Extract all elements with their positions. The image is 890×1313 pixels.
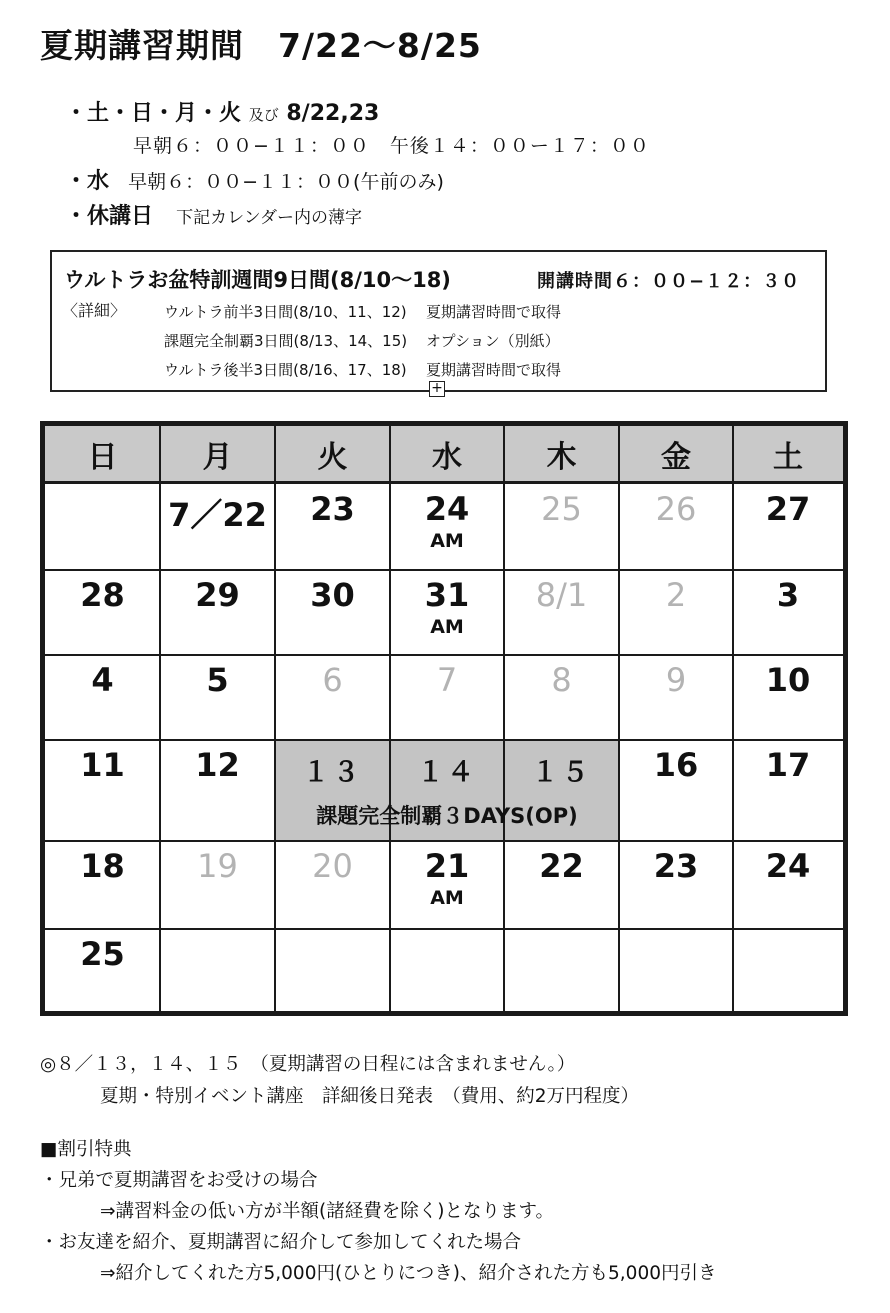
weekday-header: 月 [160,426,275,484]
weekday-header: 木 [504,426,619,484]
day-number: 7 [436,661,458,699]
day-number: 16 [653,746,699,784]
ultra-hours: 開講時間６：００−１２：３０ [537,271,801,292]
day-number: 25 [80,935,125,973]
day-number: 8 [551,661,572,699]
weekday-header: 金 [619,426,733,484]
calendar-day-cell [160,746,275,784]
grid-line [45,569,843,571]
weekend-dates: 8/22,23 [286,101,380,126]
ultra-detail-label: 〈詳細〉 [62,301,127,320]
calendar-day-cell [45,661,160,699]
calendar-day-cell [390,847,504,909]
wednesday-label: ・水 [65,169,110,194]
page-title: 夏期講習期間 7/22～8/25 [40,26,482,65]
day-number: 25 [541,490,582,528]
grid-line [45,928,843,930]
day-number: 2 [665,576,687,614]
day-number: 28 [80,576,125,614]
calendar-day-cell [275,847,390,885]
day-number: 8/1 [535,576,588,614]
special-day-number: １５ [531,757,592,788]
day-number: 26 [655,490,697,528]
day-number: 31 [424,576,470,614]
expand-plus-icon[interactable]: + [429,381,445,397]
weekend-and: 及び [248,106,279,124]
calendar-day-cell [390,490,504,552]
ultra-row-name: ウルトラ後半3日間(8/16、17、18) [164,361,407,379]
day-number: 29 [195,576,240,614]
day-number: 22 [539,847,584,885]
day-number: 11 [80,746,125,784]
grid-line [45,739,843,741]
day-number: 10 [765,661,811,699]
weekend-days: ・土・日・月・火 [65,101,242,126]
calendar-day-cell [275,661,390,699]
calendar-day-cell [45,576,160,614]
grid-line [45,654,843,656]
weekday-header: 火 [275,426,390,484]
day-number: 7／22 [168,496,267,534]
weekday-header: 水 [390,426,504,484]
calendar-day-cell [504,490,619,528]
friend-discount-detail: ⇒紹介してくれた方5,000円(ひとりにつき)、紹介された方も5,000円引き [100,1263,717,1284]
holiday-note: 下記カレンダー内の薄字 [176,208,363,228]
calendar-day-cell [45,847,160,885]
ultra-row-note: 夏期講習時間で取得 [426,361,562,379]
day-number: 23 [310,490,355,528]
calendar-day-cell [160,490,275,536]
wednesday-hours: 早朝６：００−１１：００(午前のみ) [128,171,444,193]
calendar-day-cell [504,576,619,614]
ultra-row-name: 課題完全制覇3日間(8/13、14、15) [164,332,408,350]
discount-title: ■割引特典 [40,1139,132,1160]
calendar-day-cell [733,847,843,885]
weekday-header: 日 [45,426,160,484]
ultra-title: ウルトラお盆特訓週間9日間(8/10～18) [64,268,451,292]
day-number: 24 [765,847,811,885]
calendar-day-cell [504,661,619,699]
day-number: 27 [765,490,811,528]
day-number: 20 [312,847,353,885]
grid-line [45,840,843,842]
ultra-obon-box [50,250,827,392]
day-number: 4 [91,661,114,699]
holiday-line [65,199,362,230]
wednesday-schedule-line [65,164,444,195]
holiday-label: ・休講日 [65,204,154,229]
special-course-label: 課題完全制覇３DAYS(OP) [316,804,578,828]
am-only-label: AM [430,530,464,552]
calendar-day-cell [160,847,275,885]
day-number: 19 [197,847,238,885]
am-only-label: AM [430,616,464,638]
calendar-day-cell [504,847,619,885]
calendar-day-cell [45,746,160,784]
calendar-day-cell [275,490,390,528]
day-number: 17 [765,746,811,784]
calendar-day-cell [390,661,504,699]
sibling-discount-detail: ⇒講習料金の低い方が半額(諸経費を除く)となります。 [100,1201,554,1222]
calendar-day-cell [733,490,843,528]
friend-discount: ・お友達を紹介、夏期講習に紹介して参加してくれた場合 [40,1232,522,1253]
calendar-day-cell [733,661,843,699]
day-number: 23 [653,847,699,885]
day-number: 5 [206,661,229,699]
sibling-discount: ・兄弟で夏期講習をお受けの場合 [40,1170,318,1191]
day-number: 3 [776,576,800,614]
day-number: 30 [310,576,355,614]
event-detail: 夏期・特別イベント講座 詳細後日発表 （費用、約2万円程度） [100,1086,640,1107]
ultra-row-note: 夏期講習時間で取得 [426,303,562,321]
special-day-number: １３ [302,757,363,788]
calendar-day-cell [275,576,390,614]
calendar-day-cell [160,576,275,614]
calendar-day-cell [733,576,843,614]
weekend-schedule-line [65,96,379,127]
calendar-day-cell [619,847,733,885]
ultra-row-name: ウルトラ前半3日間(8/10、11、12) [164,303,407,321]
calendar-day-cell [619,576,733,614]
event-line: ◎８／１３，１４、１５ （夏期講習の日程には含まれません。） [40,1054,576,1075]
day-number: 18 [80,847,125,885]
weekday-header: 土 [733,426,843,484]
calendar-day-cell [160,661,275,699]
calendar-day-cell [619,661,733,699]
special-day-number: １４ [417,757,477,788]
weekend-hours: 早朝６：００−１１：００ 午後１４：００ー１７：００ [133,135,650,157]
calendar-day-cell [733,746,843,784]
calendar-day-cell [390,576,504,638]
day-number: 12 [195,746,240,784]
day-number: 24 [424,490,470,528]
calendar-day-cell [619,490,733,528]
day-number: 9 [665,661,687,699]
day-number: 6 [322,661,343,699]
am-only-label: AM [430,887,464,909]
day-number: 21 [424,847,470,885]
calendar-day-cell [45,935,160,973]
calendar-grid [40,421,848,1016]
calendar-day-cell [619,746,733,784]
ultra-row-note: オプション（別紙） [426,332,560,350]
